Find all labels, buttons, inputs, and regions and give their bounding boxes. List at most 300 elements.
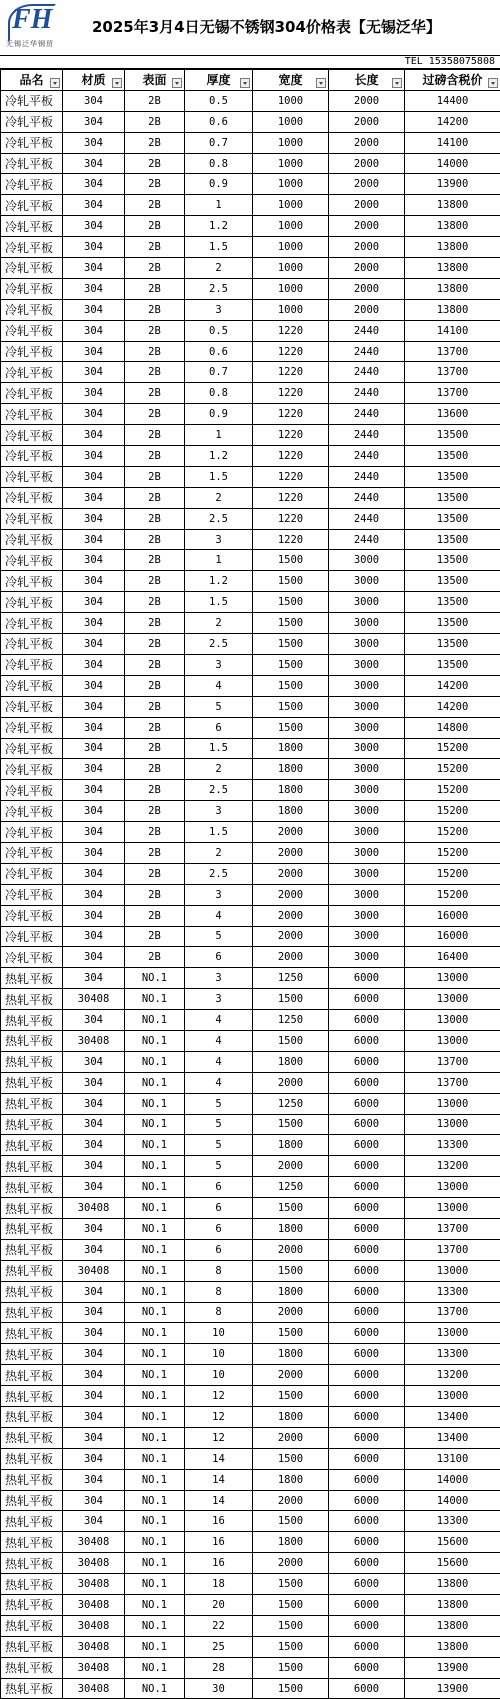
cell-name[interactable]: 热轧平板 bbox=[1, 1218, 63, 1239]
cell-price[interactable]: 13800 bbox=[405, 299, 500, 320]
cell-price[interactable]: 14100 bbox=[405, 132, 500, 153]
cell-price[interactable]: 13800 bbox=[405, 1574, 500, 1595]
cell-surface[interactable]: 2B bbox=[125, 132, 185, 153]
cell-surface[interactable]: NO.1 bbox=[125, 1198, 185, 1219]
cell-width[interactable]: 2000 bbox=[253, 1072, 329, 1093]
table-row[interactable] bbox=[1, 717, 500, 738]
cell-name[interactable]: 热轧平板 bbox=[1, 1051, 63, 1072]
cell-name[interactable]: 冷轧平板 bbox=[1, 258, 63, 279]
cell-price[interactable]: 13000 bbox=[405, 1114, 500, 1135]
cell-name[interactable]: 热轧平板 bbox=[1, 1407, 63, 1428]
cell-price[interactable]: 13700 bbox=[405, 341, 500, 362]
cell-material[interactable]: 304 bbox=[63, 550, 125, 571]
cell-length[interactable]: 6000 bbox=[329, 1072, 405, 1093]
cell-width[interactable]: 1250 bbox=[253, 1177, 329, 1198]
cell-thickness[interactable]: 2.5 bbox=[185, 508, 253, 529]
cell-width[interactable]: 1220 bbox=[253, 508, 329, 529]
cell-length[interactable]: 3000 bbox=[329, 654, 405, 675]
cell-material[interactable]: 304 bbox=[63, 1469, 125, 1490]
cell-material[interactable]: 304 bbox=[63, 362, 125, 383]
cell-material[interactable]: 304 bbox=[63, 446, 125, 467]
table-row[interactable] bbox=[1, 216, 500, 237]
cell-width[interactable]: 1000 bbox=[253, 111, 329, 132]
cell-name[interactable]: 冷轧平板 bbox=[1, 174, 63, 195]
cell-width[interactable]: 2000 bbox=[253, 1553, 329, 1574]
cell-surface[interactable]: 2B bbox=[125, 90, 185, 111]
cell-price[interactable]: 13500 bbox=[405, 529, 500, 550]
cell-width[interactable]: 1500 bbox=[253, 550, 329, 571]
cell-length[interactable]: 6000 bbox=[329, 1490, 405, 1511]
cell-name[interactable]: 冷轧平板 bbox=[1, 111, 63, 132]
cell-price[interactable]: 13200 bbox=[405, 1156, 500, 1177]
cell-price[interactable]: 14200 bbox=[405, 696, 500, 717]
cell-surface[interactable]: NO.1 bbox=[125, 968, 185, 989]
cell-surface[interactable]: NO.1 bbox=[125, 1260, 185, 1281]
cell-width[interactable]: 1220 bbox=[253, 529, 329, 550]
table-row[interactable] bbox=[1, 90, 500, 111]
filter-dropdown-icon[interactable] bbox=[172, 78, 182, 88]
table-row[interactable] bbox=[1, 1595, 500, 1616]
cell-surface[interactable]: NO.1 bbox=[125, 1490, 185, 1511]
cell-name[interactable]: 热轧平板 bbox=[1, 1636, 63, 1657]
cell-length[interactable]: 6000 bbox=[329, 1678, 405, 1699]
cell-name[interactable]: 冷轧平板 bbox=[1, 425, 63, 446]
cell-thickness[interactable]: 5 bbox=[185, 1156, 253, 1177]
cell-price[interactable]: 15200 bbox=[405, 801, 500, 822]
cell-thickness[interactable]: 0.6 bbox=[185, 111, 253, 132]
cell-width[interactable]: 1220 bbox=[253, 320, 329, 341]
cell-length[interactable]: 3000 bbox=[329, 863, 405, 884]
cell-price[interactable]: 13500 bbox=[405, 634, 500, 655]
cell-surface[interactable]: NO.1 bbox=[125, 1553, 185, 1574]
cell-price[interactable]: 16000 bbox=[405, 905, 500, 926]
cell-material[interactable]: 304 bbox=[63, 968, 125, 989]
cell-width[interactable]: 2000 bbox=[253, 1490, 329, 1511]
cell-material[interactable]: 304 bbox=[63, 801, 125, 822]
cell-price[interactable]: 13000 bbox=[405, 1323, 500, 1344]
cell-material[interactable]: 304 bbox=[63, 111, 125, 132]
cell-surface[interactable]: NO.1 bbox=[125, 1574, 185, 1595]
table-row[interactable] bbox=[1, 1490, 500, 1511]
cell-price[interactable]: 13300 bbox=[405, 1344, 500, 1365]
cell-name[interactable]: 冷轧平板 bbox=[1, 592, 63, 613]
cell-price[interactable]: 13500 bbox=[405, 571, 500, 592]
cell-width[interactable]: 1800 bbox=[253, 759, 329, 780]
table-row[interactable] bbox=[1, 1030, 500, 1051]
cell-name[interactable]: 冷轧平板 bbox=[1, 863, 63, 884]
cell-width[interactable]: 1500 bbox=[253, 1323, 329, 1344]
cell-width[interactable]: 1000 bbox=[253, 90, 329, 111]
cell-length[interactable]: 6000 bbox=[329, 1323, 405, 1344]
cell-length[interactable]: 2000 bbox=[329, 174, 405, 195]
cell-material[interactable]: 304 bbox=[63, 696, 125, 717]
cell-name[interactable]: 热轧平板 bbox=[1, 1365, 63, 1386]
cell-material[interactable]: 304 bbox=[63, 1051, 125, 1072]
table-row[interactable] bbox=[1, 550, 500, 571]
table-row[interactable] bbox=[1, 968, 500, 989]
cell-thickness[interactable]: 20 bbox=[185, 1595, 253, 1616]
cell-price[interactable]: 14800 bbox=[405, 717, 500, 738]
filter-dropdown-icon[interactable] bbox=[112, 78, 122, 88]
cell-material[interactable]: 304 bbox=[63, 592, 125, 613]
cell-thickness[interactable]: 6 bbox=[185, 1198, 253, 1219]
cell-surface[interactable]: 2B bbox=[125, 863, 185, 884]
cell-length[interactable]: 3000 bbox=[329, 675, 405, 696]
cell-surface[interactable]: 2B bbox=[125, 529, 185, 550]
cell-thickness[interactable]: 12 bbox=[185, 1407, 253, 1428]
cell-name[interactable]: 热轧平板 bbox=[1, 1093, 63, 1114]
cell-name[interactable]: 热轧平板 bbox=[1, 1427, 63, 1448]
cell-surface[interactable]: NO.1 bbox=[125, 1532, 185, 1553]
cell-price[interactable]: 15200 bbox=[405, 780, 500, 801]
cell-surface[interactable]: NO.1 bbox=[125, 1281, 185, 1302]
cell-surface[interactable]: 2B bbox=[125, 550, 185, 571]
cell-thickness[interactable]: 3 bbox=[185, 654, 253, 675]
cell-price[interactable]: 13700 bbox=[405, 1302, 500, 1323]
cell-thickness[interactable]: 0.9 bbox=[185, 404, 253, 425]
cell-name[interactable]: 冷轧平板 bbox=[1, 613, 63, 634]
cell-material[interactable]: 304 bbox=[63, 1093, 125, 1114]
cell-price[interactable]: 13700 bbox=[405, 362, 500, 383]
cell-thickness[interactable]: 0.5 bbox=[185, 320, 253, 341]
cell-material[interactable]: 304 bbox=[63, 529, 125, 550]
cell-length[interactable]: 3000 bbox=[329, 801, 405, 822]
cell-material[interactable]: 304 bbox=[63, 926, 125, 947]
cell-price[interactable]: 13500 bbox=[405, 508, 500, 529]
cell-surface[interactable]: 2B bbox=[125, 759, 185, 780]
cell-name[interactable]: 热轧平板 bbox=[1, 968, 63, 989]
cell-surface[interactable]: 2B bbox=[125, 487, 185, 508]
cell-price[interactable]: 13000 bbox=[405, 1093, 500, 1114]
cell-thickness[interactable]: 12 bbox=[185, 1427, 253, 1448]
table-row[interactable] bbox=[1, 487, 500, 508]
cell-length[interactable]: 2440 bbox=[329, 529, 405, 550]
table-row[interactable] bbox=[1, 508, 500, 529]
cell-surface[interactable]: NO.1 bbox=[125, 1595, 185, 1616]
cell-price[interactable]: 14200 bbox=[405, 111, 500, 132]
table-row[interactable] bbox=[1, 634, 500, 655]
cell-name[interactable]: 冷轧平板 bbox=[1, 571, 63, 592]
cell-thickness[interactable]: 22 bbox=[185, 1615, 253, 1636]
cell-surface[interactable]: NO.1 bbox=[125, 1051, 185, 1072]
cell-material[interactable]: 304 bbox=[63, 132, 125, 153]
cell-surface[interactable]: 2B bbox=[125, 508, 185, 529]
cell-length[interactable]: 2440 bbox=[329, 508, 405, 529]
cell-surface[interactable]: NO.1 bbox=[125, 1615, 185, 1636]
table-row[interactable] bbox=[1, 1448, 500, 1469]
cell-width[interactable]: 1500 bbox=[253, 696, 329, 717]
table-row[interactable] bbox=[1, 1365, 500, 1386]
cell-length[interactable]: 3000 bbox=[329, 717, 405, 738]
cell-length[interactable]: 6000 bbox=[329, 1051, 405, 1072]
cell-price[interactable]: 15600 bbox=[405, 1553, 500, 1574]
cell-name[interactable]: 冷轧平板 bbox=[1, 195, 63, 216]
cell-name[interactable]: 冷轧平板 bbox=[1, 884, 63, 905]
table-row[interactable] bbox=[1, 592, 500, 613]
cell-price[interactable]: 13800 bbox=[405, 216, 500, 237]
cell-name[interactable]: 热轧平板 bbox=[1, 1323, 63, 1344]
cell-name[interactable]: 热轧平板 bbox=[1, 1595, 63, 1616]
cell-name[interactable]: 热轧平板 bbox=[1, 1532, 63, 1553]
cell-thickness[interactable]: 6 bbox=[185, 1239, 253, 1260]
cell-name[interactable]: 热轧平板 bbox=[1, 1615, 63, 1636]
cell-width[interactable]: 1500 bbox=[253, 654, 329, 675]
cell-width[interactable]: 1800 bbox=[253, 1135, 329, 1156]
cell-surface[interactable]: NO.1 bbox=[125, 1239, 185, 1260]
cell-surface[interactable]: 2B bbox=[125, 195, 185, 216]
table-row[interactable] bbox=[1, 404, 500, 425]
cell-material[interactable]: 304 bbox=[63, 320, 125, 341]
cell-name[interactable]: 冷轧平板 bbox=[1, 675, 63, 696]
cell-surface[interactable]: NO.1 bbox=[125, 1636, 185, 1657]
cell-material[interactable]: 30408 bbox=[63, 1532, 125, 1553]
cell-length[interactable]: 6000 bbox=[329, 1239, 405, 1260]
table-row[interactable] bbox=[1, 1511, 500, 1532]
cell-material[interactable]: 304 bbox=[63, 947, 125, 968]
cell-thickness[interactable]: 2 bbox=[185, 613, 253, 634]
cell-name[interactable]: 冷轧平板 bbox=[1, 634, 63, 655]
cell-width[interactable]: 1000 bbox=[253, 237, 329, 258]
filter-dropdown-icon[interactable] bbox=[316, 78, 326, 88]
cell-length[interactable]: 3000 bbox=[329, 759, 405, 780]
cell-name[interactable]: 冷轧平板 bbox=[1, 299, 63, 320]
cell-length[interactable]: 6000 bbox=[329, 1386, 405, 1407]
cell-material[interactable]: 304 bbox=[63, 195, 125, 216]
cell-surface[interactable]: 2B bbox=[125, 884, 185, 905]
table-row[interactable] bbox=[1, 258, 500, 279]
cell-material[interactable]: 304 bbox=[63, 278, 125, 299]
cell-width[interactable]: 2000 bbox=[253, 1239, 329, 1260]
cell-price[interactable]: 13400 bbox=[405, 1407, 500, 1428]
cell-width[interactable]: 1000 bbox=[253, 258, 329, 279]
cell-thickness[interactable]: 1 bbox=[185, 425, 253, 446]
cell-surface[interactable]: NO.1 bbox=[125, 1448, 185, 1469]
table-row[interactable] bbox=[1, 425, 500, 446]
cell-length[interactable]: 3000 bbox=[329, 571, 405, 592]
cell-width[interactable]: 2000 bbox=[253, 1302, 329, 1323]
cell-surface[interactable]: 2B bbox=[125, 216, 185, 237]
cell-width[interactable]: 2000 bbox=[253, 1156, 329, 1177]
cell-name[interactable]: 冷轧平板 bbox=[1, 801, 63, 822]
cell-thickness[interactable]: 4 bbox=[185, 1072, 253, 1093]
cell-length[interactable]: 3000 bbox=[329, 842, 405, 863]
cell-width[interactable]: 1500 bbox=[253, 989, 329, 1010]
cell-width[interactable]: 1500 bbox=[253, 1114, 329, 1135]
cell-name[interactable]: 热轧平板 bbox=[1, 1260, 63, 1281]
table-row[interactable] bbox=[1, 884, 500, 905]
cell-thickness[interactable]: 1.2 bbox=[185, 216, 253, 237]
cell-name[interactable]: 热轧平板 bbox=[1, 989, 63, 1010]
cell-thickness[interactable]: 6 bbox=[185, 947, 253, 968]
cell-length[interactable]: 6000 bbox=[329, 1198, 405, 1219]
table-row[interactable] bbox=[1, 383, 500, 404]
cell-material[interactable]: 304 bbox=[63, 1135, 125, 1156]
table-row[interactable] bbox=[1, 654, 500, 675]
cell-material[interactable]: 304 bbox=[63, 1407, 125, 1428]
cell-surface[interactable]: NO.1 bbox=[125, 1093, 185, 1114]
cell-length[interactable]: 3000 bbox=[329, 947, 405, 968]
cell-name[interactable]: 冷轧平板 bbox=[1, 550, 63, 571]
cell-name[interactable]: 热轧平板 bbox=[1, 1135, 63, 1156]
table-row[interactable] bbox=[1, 1260, 500, 1281]
cell-material[interactable]: 304 bbox=[63, 383, 125, 404]
cell-width[interactable]: 1500 bbox=[253, 1615, 329, 1636]
filter-dropdown-icon[interactable] bbox=[488, 78, 498, 88]
cell-price[interactable]: 13000 bbox=[405, 1010, 500, 1031]
cell-price[interactable]: 13000 bbox=[405, 1198, 500, 1219]
table-row[interactable] bbox=[1, 1281, 500, 1302]
table-row[interactable] bbox=[1, 780, 500, 801]
cell-surface[interactable]: NO.1 bbox=[125, 1072, 185, 1093]
cell-price[interactable]: 13700 bbox=[405, 1051, 500, 1072]
cell-surface[interactable]: NO.1 bbox=[125, 1657, 185, 1678]
cell-width[interactable]: 1000 bbox=[253, 153, 329, 174]
cell-thickness[interactable]: 8 bbox=[185, 1281, 253, 1302]
cell-price[interactable]: 13000 bbox=[405, 1386, 500, 1407]
table-row[interactable] bbox=[1, 195, 500, 216]
cell-name[interactable]: 热轧平板 bbox=[1, 1469, 63, 1490]
cell-length[interactable]: 2440 bbox=[329, 320, 405, 341]
cell-width[interactable]: 1000 bbox=[253, 195, 329, 216]
cell-thickness[interactable]: 10 bbox=[185, 1344, 253, 1365]
cell-price[interactable]: 13700 bbox=[405, 1218, 500, 1239]
cell-price[interactable]: 13700 bbox=[405, 383, 500, 404]
cell-length[interactable]: 6000 bbox=[329, 1344, 405, 1365]
cell-width[interactable]: 2000 bbox=[253, 822, 329, 843]
cell-width[interactable]: 1250 bbox=[253, 1093, 329, 1114]
filter-dropdown-icon[interactable] bbox=[240, 78, 250, 88]
cell-price[interactable]: 14000 bbox=[405, 1469, 500, 1490]
table-row[interactable] bbox=[1, 299, 500, 320]
cell-surface[interactable]: NO.1 bbox=[125, 1218, 185, 1239]
cell-length[interactable]: 6000 bbox=[329, 1302, 405, 1323]
cell-length[interactable]: 2000 bbox=[329, 153, 405, 174]
cell-thickness[interactable]: 14 bbox=[185, 1490, 253, 1511]
cell-surface[interactable]: NO.1 bbox=[125, 1010, 185, 1031]
table-row[interactable] bbox=[1, 1657, 500, 1678]
cell-thickness[interactable]: 2.5 bbox=[185, 863, 253, 884]
cell-length[interactable]: 3000 bbox=[329, 905, 405, 926]
cell-width[interactable]: 1800 bbox=[253, 738, 329, 759]
cell-thickness[interactable]: 0.9 bbox=[185, 174, 253, 195]
cell-name[interactable]: 冷轧平板 bbox=[1, 216, 63, 237]
cell-surface[interactable]: 2B bbox=[125, 174, 185, 195]
cell-thickness[interactable]: 1.5 bbox=[185, 822, 253, 843]
cell-length[interactable]: 3000 bbox=[329, 884, 405, 905]
cell-length[interactable]: 6000 bbox=[329, 989, 405, 1010]
cell-material[interactable]: 304 bbox=[63, 237, 125, 258]
cell-surface[interactable]: NO.1 bbox=[125, 1469, 185, 1490]
cell-name[interactable]: 冷轧平板 bbox=[1, 278, 63, 299]
cell-length[interactable]: 6000 bbox=[329, 1010, 405, 1031]
cell-surface[interactable]: 2B bbox=[125, 404, 185, 425]
cell-material[interactable]: 30408 bbox=[63, 1636, 125, 1657]
cell-width[interactable]: 1800 bbox=[253, 1532, 329, 1553]
cell-name[interactable]: 冷轧平板 bbox=[1, 404, 63, 425]
cell-material[interactable]: 304 bbox=[63, 1114, 125, 1135]
cell-width[interactable]: 1220 bbox=[253, 446, 329, 467]
cell-name[interactable]: 热轧平板 bbox=[1, 1344, 63, 1365]
cell-thickness[interactable]: 0.8 bbox=[185, 153, 253, 174]
cell-name[interactable]: 冷轧平板 bbox=[1, 237, 63, 258]
table-row[interactable] bbox=[1, 174, 500, 195]
cell-width[interactable]: 1500 bbox=[253, 1260, 329, 1281]
cell-length[interactable]: 6000 bbox=[329, 1532, 405, 1553]
cell-price[interactable]: 15200 bbox=[405, 863, 500, 884]
cell-material[interactable]: 304 bbox=[63, 1386, 125, 1407]
cell-name[interactable]: 冷轧平板 bbox=[1, 383, 63, 404]
cell-width[interactable]: 1220 bbox=[253, 362, 329, 383]
cell-length[interactable]: 3000 bbox=[329, 926, 405, 947]
cell-width[interactable]: 1000 bbox=[253, 174, 329, 195]
cell-thickness[interactable]: 10 bbox=[185, 1323, 253, 1344]
cell-surface[interactable]: 2B bbox=[125, 717, 185, 738]
cell-width[interactable]: 1500 bbox=[253, 717, 329, 738]
table-row[interactable] bbox=[1, 132, 500, 153]
cell-material[interactable]: 304 bbox=[63, 842, 125, 863]
cell-surface[interactable]: 2B bbox=[125, 278, 185, 299]
cell-thickness[interactable]: 12 bbox=[185, 1386, 253, 1407]
cell-material[interactable]: 304 bbox=[63, 759, 125, 780]
cell-surface[interactable]: NO.1 bbox=[125, 1177, 185, 1198]
cell-thickness[interactable]: 1 bbox=[185, 195, 253, 216]
cell-price[interactable]: 13500 bbox=[405, 446, 500, 467]
cell-width[interactable]: 1220 bbox=[253, 383, 329, 404]
cell-length[interactable]: 2000 bbox=[329, 132, 405, 153]
cell-surface[interactable]: NO.1 bbox=[125, 1386, 185, 1407]
cell-thickness[interactable]: 8 bbox=[185, 1260, 253, 1281]
cell-price[interactable]: 13000 bbox=[405, 1260, 500, 1281]
cell-length[interactable]: 2000 bbox=[329, 195, 405, 216]
cell-thickness[interactable]: 2.5 bbox=[185, 634, 253, 655]
cell-length[interactable]: 3000 bbox=[329, 822, 405, 843]
cell-price[interactable]: 14100 bbox=[405, 320, 500, 341]
cell-length[interactable]: 6000 bbox=[329, 1281, 405, 1302]
table-row[interactable] bbox=[1, 1177, 500, 1198]
cell-length[interactable]: 3000 bbox=[329, 634, 405, 655]
cell-price[interactable]: 13600 bbox=[405, 404, 500, 425]
cell-thickness[interactable]: 6 bbox=[185, 1177, 253, 1198]
cell-name[interactable]: 冷轧平板 bbox=[1, 738, 63, 759]
cell-name[interactable]: 冷轧平板 bbox=[1, 320, 63, 341]
cell-thickness[interactable]: 16 bbox=[185, 1553, 253, 1574]
cell-material[interactable]: 304 bbox=[63, 1156, 125, 1177]
table-row[interactable] bbox=[1, 905, 500, 926]
cell-price[interactable]: 13700 bbox=[405, 1072, 500, 1093]
cell-width[interactable]: 1000 bbox=[253, 299, 329, 320]
cell-name[interactable]: 热轧平板 bbox=[1, 1198, 63, 1219]
cell-name[interactable]: 热轧平板 bbox=[1, 1177, 63, 1198]
cell-price[interactable]: 13800 bbox=[405, 1615, 500, 1636]
cell-length[interactable]: 2440 bbox=[329, 383, 405, 404]
table-row[interactable] bbox=[1, 571, 500, 592]
cell-surface[interactable]: 2B bbox=[125, 905, 185, 926]
cell-width[interactable]: 1000 bbox=[253, 132, 329, 153]
cell-price[interactable]: 13500 bbox=[405, 592, 500, 613]
cell-material[interactable]: 304 bbox=[63, 822, 125, 843]
cell-length[interactable]: 3000 bbox=[329, 613, 405, 634]
cell-width[interactable]: 1220 bbox=[253, 466, 329, 487]
cell-thickness[interactable]: 5 bbox=[185, 1093, 253, 1114]
table-row[interactable] bbox=[1, 1386, 500, 1407]
cell-material[interactable]: 30408 bbox=[63, 989, 125, 1010]
cell-thickness[interactable]: 8 bbox=[185, 1302, 253, 1323]
cell-price[interactable]: 13400 bbox=[405, 1427, 500, 1448]
cell-thickness[interactable]: 14 bbox=[185, 1448, 253, 1469]
cell-material[interactable]: 304 bbox=[63, 1302, 125, 1323]
cell-surface[interactable]: NO.1 bbox=[125, 1407, 185, 1428]
table-row[interactable] bbox=[1, 1344, 500, 1365]
